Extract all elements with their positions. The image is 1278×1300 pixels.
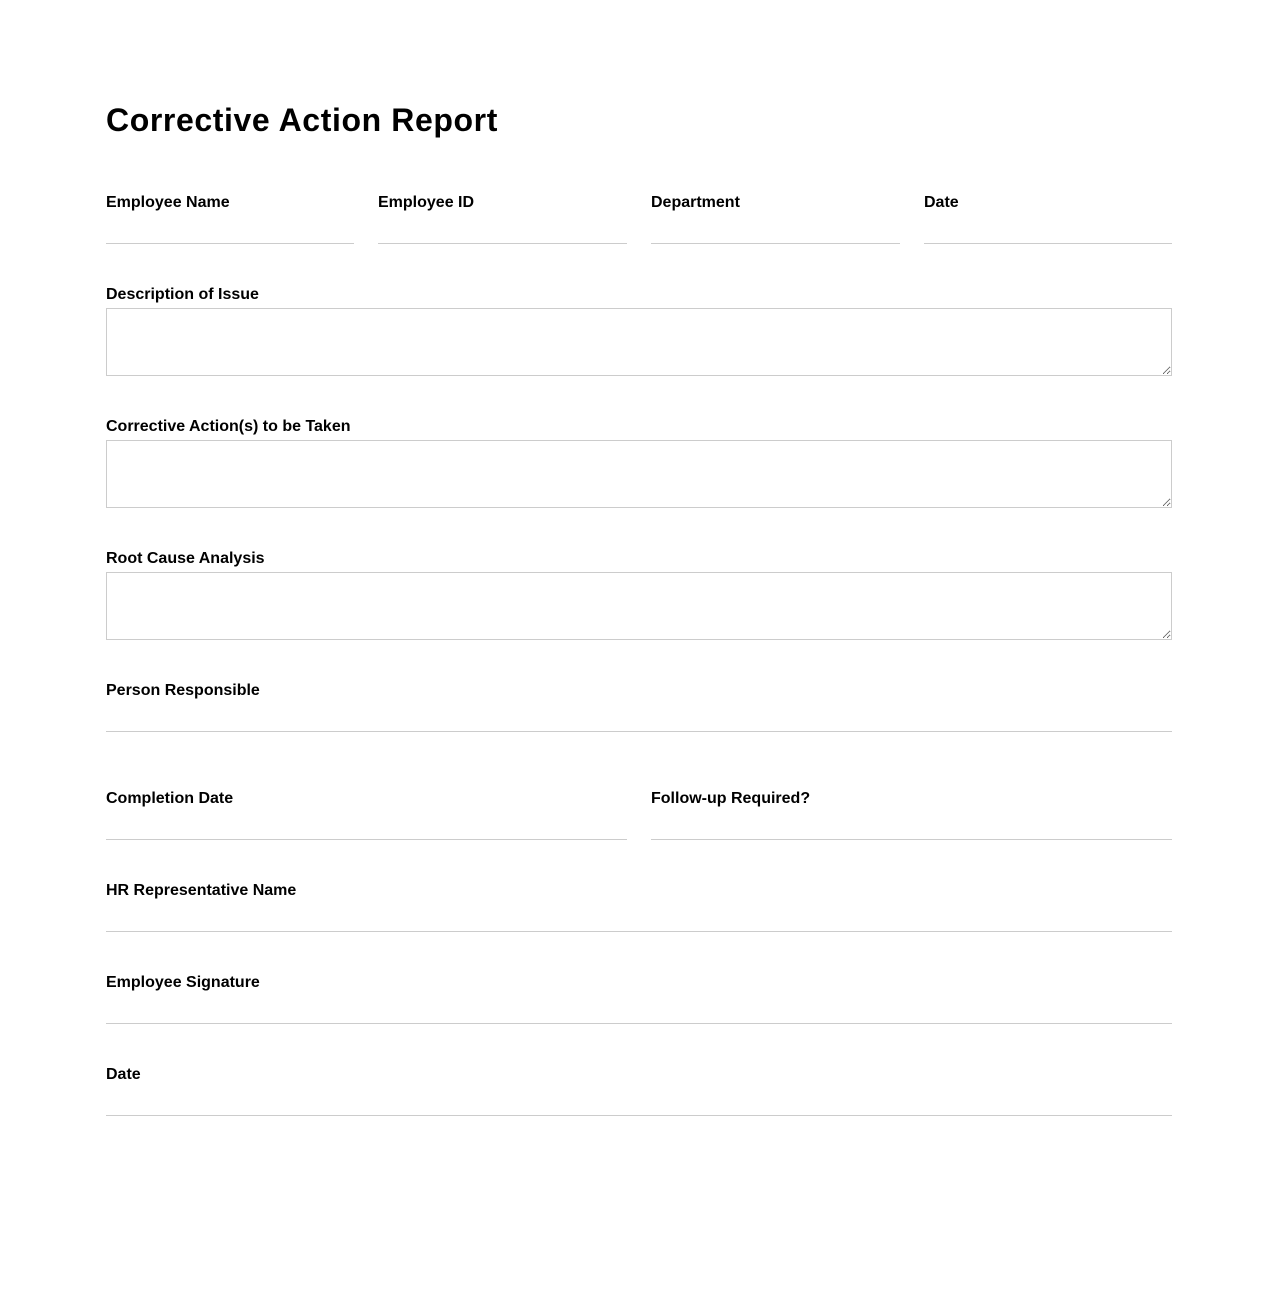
employee-name-input[interactable] <box>106 222 354 244</box>
department-label: Department <box>651 194 740 211</box>
signature-date-label: Date <box>106 1066 141 1083</box>
person-responsible-input[interactable] <box>106 710 1172 732</box>
hr-rep-name-input[interactable] <box>106 910 1172 932</box>
employee-id-label: Employee ID <box>378 194 475 211</box>
signature-date-input[interactable] <box>106 1094 1172 1116</box>
date-input[interactable] <box>924 222 1172 244</box>
description-textarea[interactable] <box>106 308 1172 376</box>
employee-signature-input[interactable] <box>106 1002 1172 1024</box>
employee-name-label: Employee Name <box>106 194 230 211</box>
hr-rep-name-label: HR Representative Name <box>106 882 297 899</box>
completion-date-input[interactable] <box>106 818 627 840</box>
date-label: Date <box>924 194 959 211</box>
person-responsible-label: Person Responsible <box>106 682 260 699</box>
root-cause-textarea[interactable] <box>106 572 1172 640</box>
follow-up-input[interactable] <box>651 818 1172 840</box>
department-input[interactable] <box>651 222 900 244</box>
page-title: Corrective Action Report <box>106 102 498 138</box>
completion-date-label: Completion Date <box>106 790 234 807</box>
description-label: Description of Issue <box>106 286 259 303</box>
root-cause-label: Root Cause Analysis <box>106 550 265 567</box>
follow-up-label: Follow-up Required? <box>651 790 811 807</box>
corrective-actions-label: Corrective Action(s) to be Taken <box>106 418 351 435</box>
employee-id-input[interactable] <box>378 222 627 244</box>
corrective-actions-textarea[interactable] <box>106 440 1172 508</box>
employee-signature-label: Employee Signature <box>106 974 260 991</box>
